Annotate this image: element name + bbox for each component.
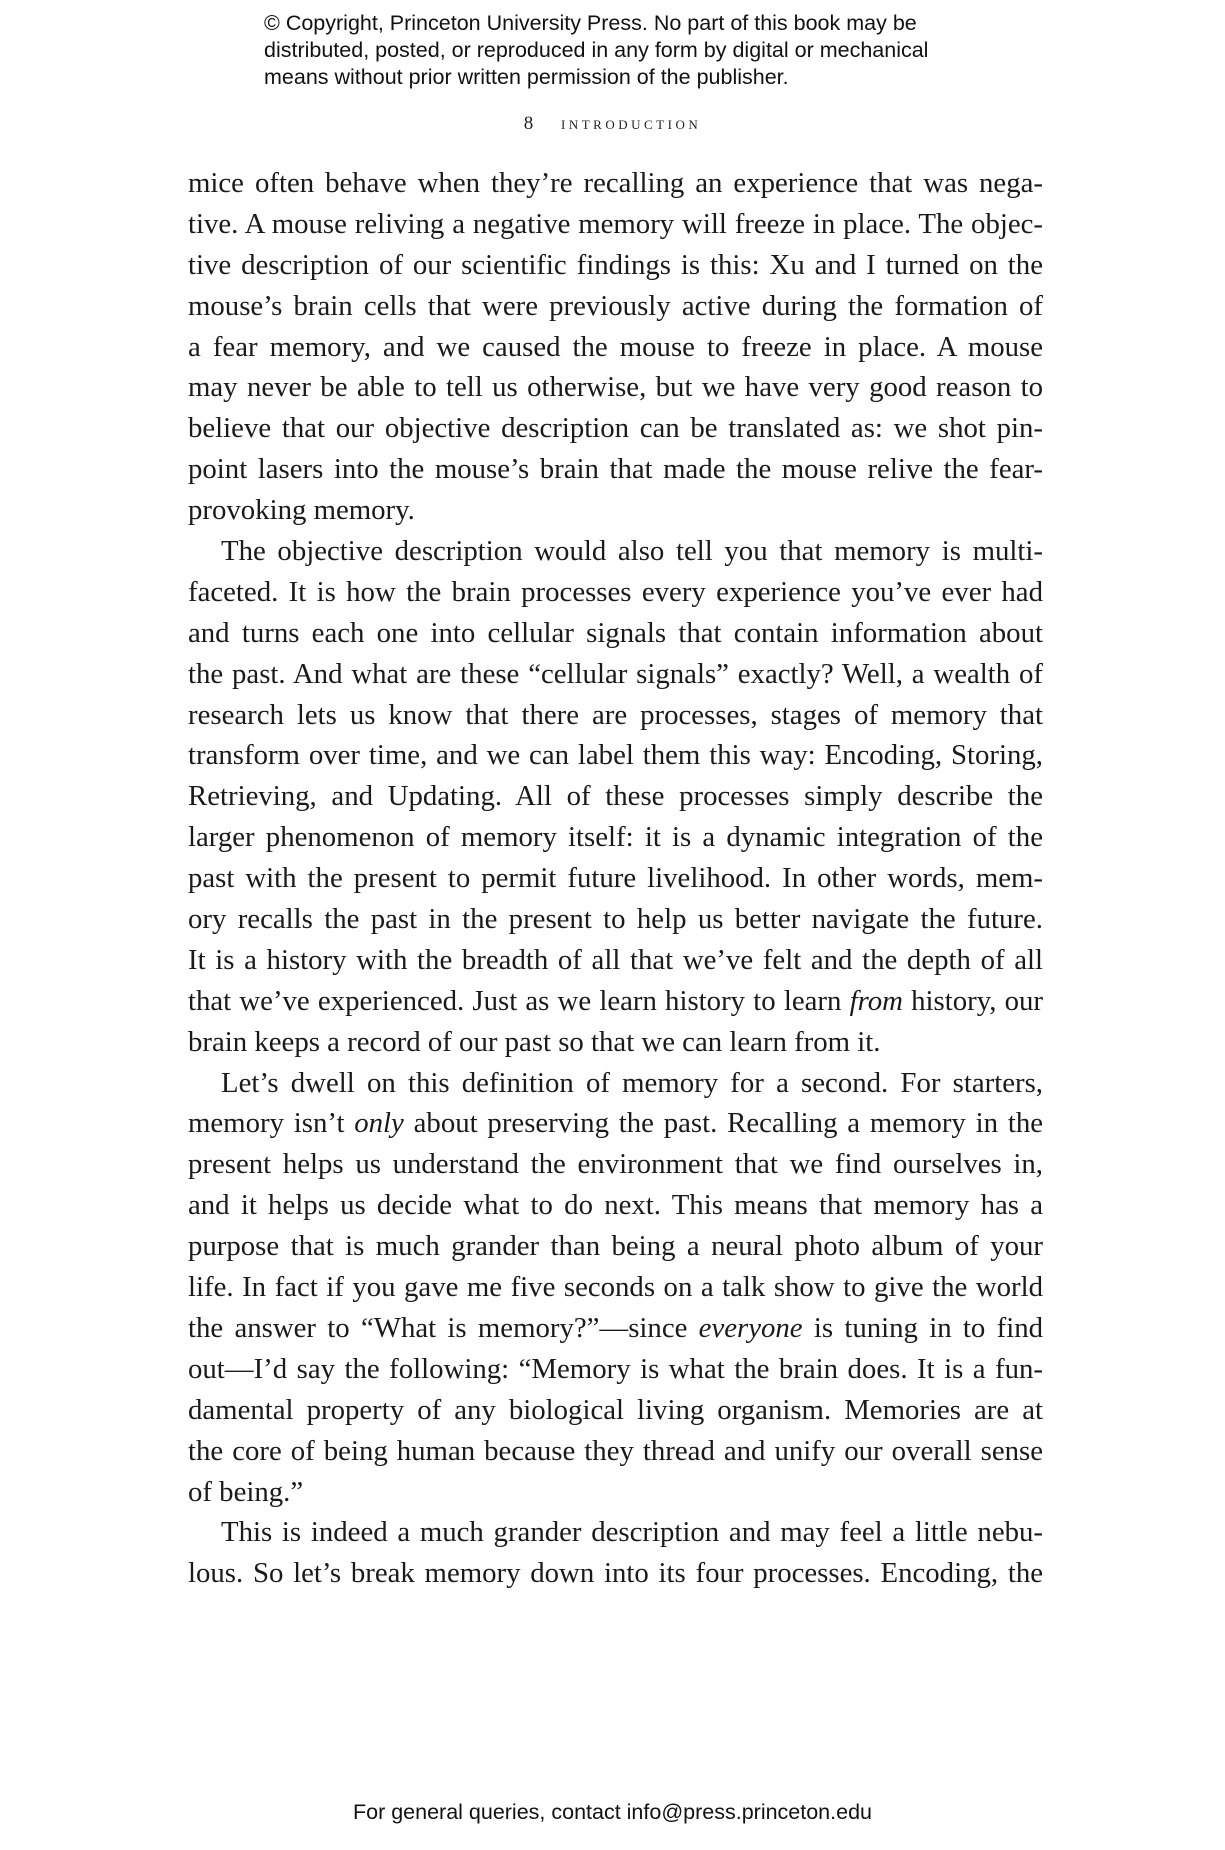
text-line: tive. A mouse reliving a negative memory will freeze in place. The objec- bbox=[188, 207, 1043, 240]
text-line: purpose that is much grander than being a neural photo album of your bbox=[188, 1230, 1043, 1263]
text-line: provoking memory. bbox=[188, 494, 415, 527]
text-line: and it helps us decide what to do next. This means that memory has a bbox=[188, 1189, 1043, 1222]
italic-word: everyone bbox=[698, 1311, 803, 1344]
text-line: the past. And what are these “cellular signals” exactly? Well, a wealth of bbox=[188, 657, 1043, 690]
italic-word: only bbox=[354, 1107, 404, 1140]
text-line: faceted. It is how the brain processes every experience you’ve ever had bbox=[188, 575, 1043, 608]
text-line: lous. So let’s break memory down into its four processes. Encoding, the bbox=[188, 1557, 1043, 1590]
text-line: brain keeps a record of our past so that we can learn from it. bbox=[188, 1025, 881, 1058]
text-line: mouse’s brain cells that were previously active during the formation of bbox=[188, 289, 1043, 322]
text-line: present helps us understand the environment that we find ourselves in, bbox=[188, 1148, 1043, 1181]
text-line: It is a history with the breadth of all that we’ve felt and the depth of all bbox=[188, 943, 1043, 976]
body-text bbox=[188, 163, 1043, 1594]
text-line bbox=[188, 981, 1043, 1022]
text-line bbox=[188, 1308, 1043, 1349]
text-line: research lets us know that there are processes, stages of memory that bbox=[188, 698, 1043, 731]
text-line: damental property of any biological living organism. Memories are at bbox=[188, 1393, 1043, 1426]
running-head-title: introduction bbox=[561, 113, 702, 134]
copyright-line: means without prior written permission of the publisher. bbox=[264, 65, 789, 89]
text-line: mice often behave when they’re recalling an experience that was nega- bbox=[188, 167, 1043, 199]
text-line: ory recalls the past in the present to help us better navigate the future. bbox=[188, 903, 1043, 936]
copyright-notice bbox=[264, 10, 1024, 91]
text-line: life. In fact if you gave me five seconds on a talk show to give the world bbox=[188, 1271, 1043, 1304]
text-line: of being.” bbox=[188, 1475, 304, 1508]
copyright-line: distributed, posted, or reproduced in any form by digital or mechanical bbox=[264, 38, 929, 62]
text-line: and turns each one into cellular signals that contain information about bbox=[188, 616, 1043, 649]
text-line: transform over time, and we can label them this way: Encoding, Storing, bbox=[188, 739, 1043, 772]
italic-word: from bbox=[849, 984, 903, 1017]
text-segment: memory isn’t bbox=[188, 1107, 355, 1140]
text-line: larger phenomenon of memory itself: it is a dynamic integration of the bbox=[188, 821, 1043, 854]
text-line: a fear memory, and we caused the mouse to freeze in place. A mouse bbox=[188, 330, 1043, 363]
running-head bbox=[0, 113, 1225, 135]
text-segment: is tuning in to find bbox=[802, 1311, 1043, 1344]
text-line bbox=[188, 1103, 1043, 1144]
text-segment: history, our bbox=[902, 984, 1044, 1017]
text-line: point lasers into the mouse’s brain that made the mouse relive the fear- bbox=[188, 453, 1043, 486]
text-segment: about preserving the past. Recalling a memory in the bbox=[403, 1107, 1043, 1140]
text-line: The objective description would also tell you that memory is multi- bbox=[221, 535, 1043, 568]
footer-contact: For general queries, contact info@press.princeton.edu bbox=[352, 1800, 872, 1824]
text-line: past with the present to permit future livelihood. In other words, mem- bbox=[188, 862, 1043, 895]
text-line: Retrieving, and Updating. All of these processes simply describe the bbox=[188, 780, 1043, 813]
text-line: the core of being human because they thread and unify our overall sense bbox=[188, 1434, 1043, 1467]
copyright-line: © Copyright, Princeton University Press. No part of this book may be bbox=[264, 11, 917, 35]
text-segment: that we’ve experienced. Just as we learn history to learn bbox=[188, 984, 850, 1017]
text-line: may never be able to tell us otherwise, but we have very good reason to bbox=[188, 371, 1043, 404]
text-line: tive description of our scientific findings is this: Xu and I turned on the bbox=[188, 248, 1043, 281]
page-number: 8 bbox=[523, 113, 534, 134]
text-line: Let’s dwell on this definition of memory for a second. For starters, bbox=[221, 1066, 1043, 1099]
text-segment: the answer to “What is memory?”—since bbox=[188, 1311, 699, 1344]
text-line: believe that our objective description can be translated as: we shot pin- bbox=[188, 412, 1043, 445]
text-line: out—I’d say the following: “Memory is what the brain does. It is a fun- bbox=[188, 1352, 1043, 1385]
text-line: This is indeed a much grander description and may feel a little nebu- bbox=[221, 1516, 1043, 1549]
